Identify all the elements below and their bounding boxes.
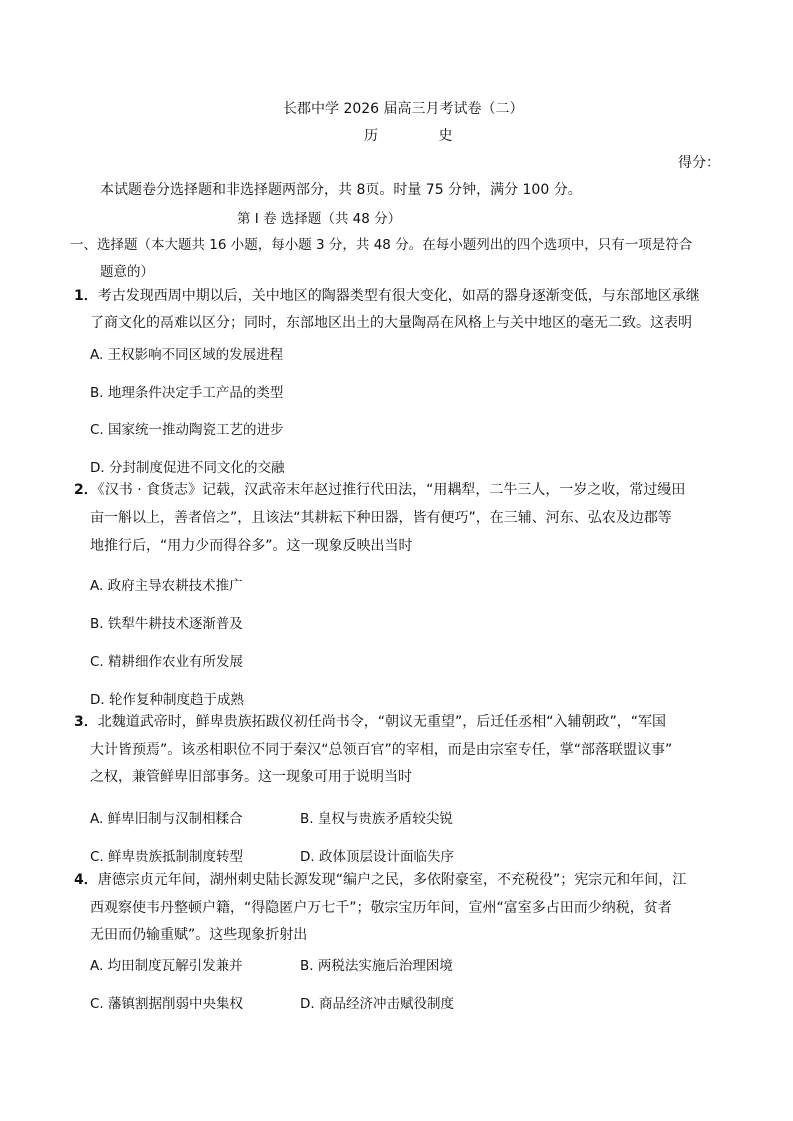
option-c[interactable]: C. 精耕细作农业有所发展 xyxy=(90,654,244,670)
question-number: 1．考古发现西周中期以后，关中地区的陶器类型有很大变化，如鬲的器身逐渐变低，与东部地区承继 xyxy=(74,288,700,304)
exam-title: 长郡中学 2026 届高三月考试卷（二） xyxy=(283,101,524,117)
subject-title: 历 史 xyxy=(364,128,481,144)
question-number: 4．唐德宗贞元年间，湖州刺史陆长源发现“编户之民，多依附豪室，不充税役”；宪宗元和年间，江 xyxy=(74,872,687,888)
option-a[interactable]: A. 鲜卑旧制与汉制相糅合 xyxy=(90,811,243,827)
question-stem-line: 西观察使韦丹整顿户籍，“得隐匿户万七千”；敬宗宝历年间，宣州“富室多占田而少纳税，贫者 xyxy=(90,900,672,916)
option-a[interactable]: A. 王权影响不同区域的发展进程 xyxy=(90,347,284,363)
option-b[interactable]: B. 皇权与贵族矛盾较尖锐 xyxy=(300,811,453,827)
question-stem-line: 之权，兼管鲜卑旧部事务。这一现象可用于说明当时 xyxy=(90,769,412,785)
option-d[interactable]: D. 轮作复种制度趋于成熟 xyxy=(90,692,244,708)
question-stem-line: 亩一斛以上，善者倍之”，且该法“其耕耘下种田器，皆有便巧”，在三辅、河东、弘农及边郡等 xyxy=(90,510,672,526)
exam-intro: 本试题卷分选择题和非选择题两部分，共 8页。时量 75 分钟，满分 100 分。 xyxy=(100,182,582,198)
question-stem-line: 了商文化的鬲难以区分；同时，东部地区出土的大量陶鬲在风格上与关中地区的毫无二致。这表明 xyxy=(90,315,692,331)
option-a[interactable]: A. 均田制度瓦解引发兼并 xyxy=(90,958,243,974)
question-stem-line: 无田而仍输重赋”。这些现象折射出 xyxy=(90,927,308,943)
part1-title: 第 I 卷 选择题（共 48 分） xyxy=(237,211,402,227)
question-stem-line: 大计皆预焉”。该丞相职位不同于秦汉“总领百官”的宰相，而是由宗室专任，掌“部落联盟议事” xyxy=(90,742,673,758)
option-c[interactable]: C. 鲜卑贵族抵制制度转型 xyxy=(90,849,244,865)
option-c[interactable]: C. 藩镇割据削弱中央集权 xyxy=(90,996,244,1012)
option-d[interactable]: D. 政体顶层设计面临失序 xyxy=(300,849,454,865)
option-b[interactable]: B. 两税法实施后治理困境 xyxy=(300,958,453,974)
option-d[interactable]: D. 分封制度促进不同文化的交融 xyxy=(90,460,285,476)
score-label: 得分： xyxy=(678,155,720,171)
option-d[interactable]: D. 商品经济冲击赋役制度 xyxy=(300,996,454,1012)
option-a[interactable]: A. 政府主导农耕技术推广 xyxy=(90,578,243,594)
option-b[interactable]: B. 铁犁牛耕技术逐渐普及 xyxy=(90,616,243,632)
option-b[interactable]: B. 地理条件决定手工产品的类型 xyxy=(90,385,284,401)
question-number: 3．北魏道武帝时，鲜卑贵族拓跋仪初任尚书令，“朝议无重望”，后迁任丞相“入辅朝政”，“军国 xyxy=(74,714,667,730)
option-c[interactable]: C. 国家统一推动陶瓷工艺的进步 xyxy=(90,422,284,438)
question-number: 2．《汉书 · 食货志》记载，汉武帝末年赵过推行代田法，“用耦犁，二牛三人，一岁之收，常过缦田 xyxy=(74,482,686,498)
section1-instructions-line1: 一、选择题（本大题共 16 小题，每小题 3 分，共 48 分。在每小题列出的四个选项中，只有一项是符合 xyxy=(70,237,693,253)
section1-instructions-line2: 题意的） xyxy=(100,264,154,280)
question-stem-line: 地推行后，“用力少而得谷多”。这一现象反映出当时 xyxy=(90,538,413,554)
